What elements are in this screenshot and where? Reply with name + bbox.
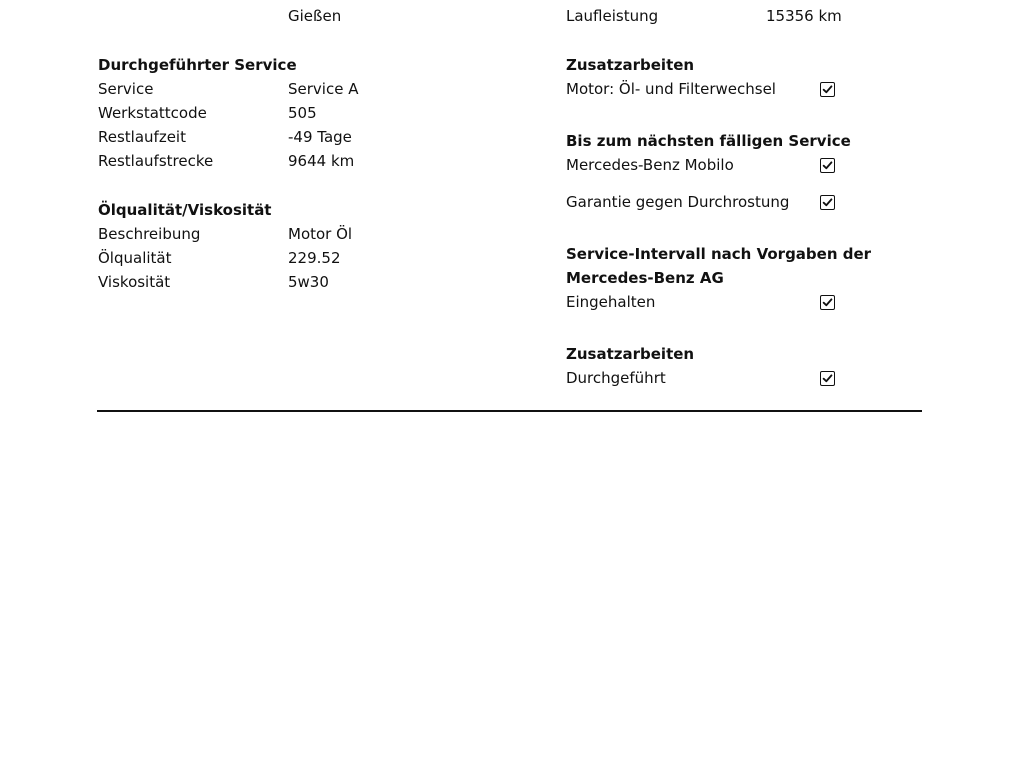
- additional-work-heading: Zusatzarbeiten: [566, 56, 695, 74]
- mobilo-checkbox[interactable]: [820, 158, 835, 173]
- oil-quality-value: 229.52: [288, 249, 341, 267]
- workshop-code-label: Werkstattcode: [98, 104, 207, 122]
- checkmark-icon: [822, 84, 833, 95]
- location-value: Gießen: [288, 7, 342, 25]
- remaining-time-value: -49 Tage: [288, 128, 352, 146]
- oil-filter-change-label: Motor: Öl- und Filterwechsel: [566, 80, 776, 98]
- performed-service-heading: Durchgeführter Service: [98, 56, 297, 74]
- checkmark-icon: [822, 160, 833, 171]
- mileage-value: 15356 km: [766, 7, 842, 25]
- remaining-time-label: Restlaufzeit: [98, 128, 186, 146]
- mileage-label: Laufleistung: [566, 7, 659, 25]
- next-service-heading: Bis zum nächsten fälligen Service: [566, 132, 851, 150]
- interval-heading-line1: Service-Intervall nach Vorgaben der: [566, 245, 872, 263]
- rust-guarantee-label: Garantie gegen Durchrostung: [566, 193, 790, 211]
- service-label: Service: [98, 80, 154, 98]
- rust-guarantee-checkbox[interactable]: [820, 195, 835, 210]
- oil-heading: Ölqualität/Viskosität: [98, 201, 272, 219]
- workshop-code-value: 505: [288, 104, 317, 122]
- additional-work-2-heading: Zusatzarbeiten: [566, 345, 695, 363]
- oil-description-value: Motor Öl: [288, 225, 353, 243]
- checkmark-icon: [822, 197, 833, 208]
- oil-description-label: Beschreibung: [98, 225, 201, 243]
- interval-kept-checkbox[interactable]: [820, 295, 835, 310]
- viscosity-label: Viskosität: [98, 273, 171, 291]
- additional-work-done-label: Durchgeführt: [566, 369, 666, 387]
- checkmark-icon: [822, 373, 833, 384]
- additional-work-done-checkbox[interactable]: [820, 371, 835, 386]
- mobilo-label: Mercedes-Benz Mobilo: [566, 156, 734, 174]
- oil-filter-change-checkbox[interactable]: [820, 82, 835, 97]
- viscosity-value: 5w30: [288, 273, 329, 291]
- section-divider: [97, 410, 922, 412]
- remaining-distance-value: 9644 km: [288, 152, 355, 170]
- oil-quality-label: Ölqualität: [98, 249, 172, 267]
- checkmark-icon: [822, 297, 833, 308]
- remaining-distance-label: Restlaufstrecke: [98, 152, 214, 170]
- service-value: Service A: [288, 80, 359, 98]
- interval-kept-label: Eingehalten: [566, 293, 656, 311]
- interval-heading-line2: Mercedes-Benz AG: [566, 269, 724, 287]
